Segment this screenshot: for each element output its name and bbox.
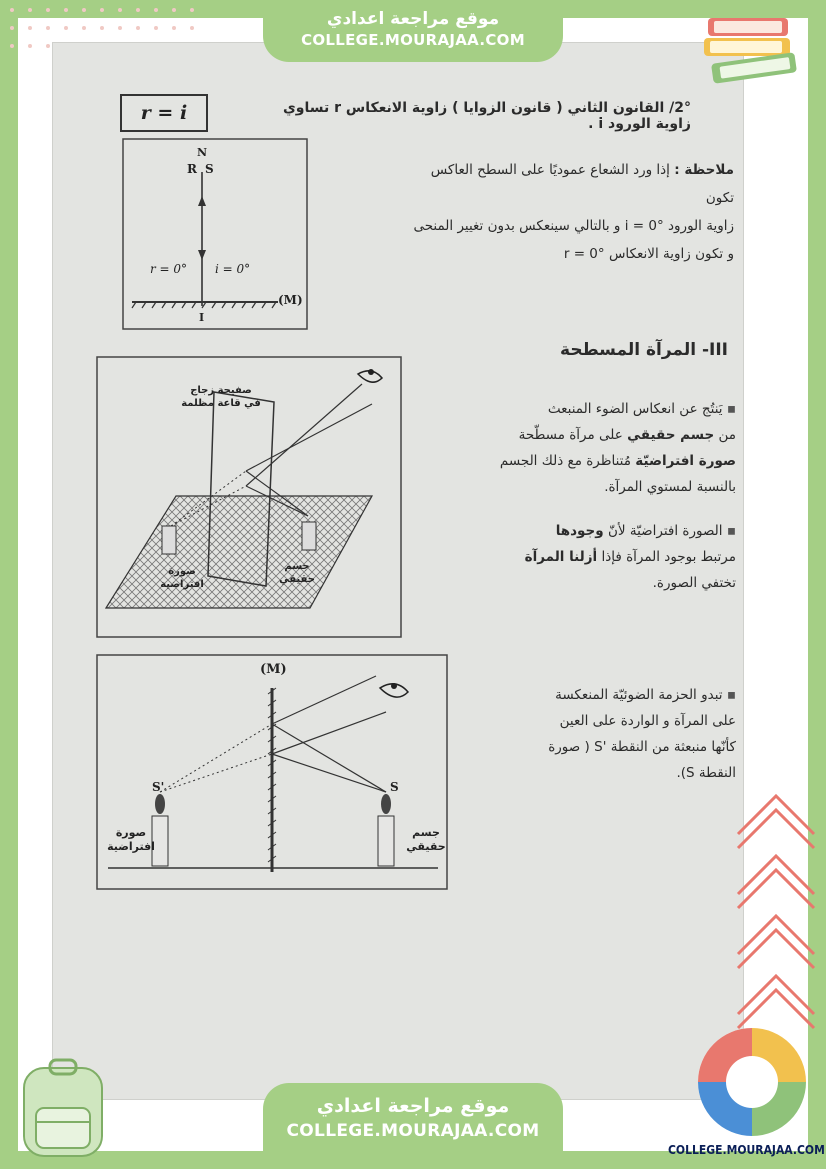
note-line3: و تكون زاوية الانعكاس r = 0°	[563, 246, 734, 262]
figure-mirror-point	[96, 654, 448, 890]
label-M: (M)	[278, 293, 303, 307]
law2-heading: 2°/ القانون الثاني ( قانون الزوايا ) زاوية الانعكاس r تساوي زاوية الورود i .	[282, 100, 691, 132]
label-I: I	[199, 311, 205, 324]
p3-line2: على المرآة و الواردة على العين	[559, 713, 736, 729]
fig3-object-1: جسم	[412, 826, 440, 839]
fig3-object-label	[406, 826, 446, 854]
p1-line3b: مُتناظرة مع ذلك الجسم	[499, 453, 631, 469]
logo-caption[interactable]: COLLEGE.MOURAJAA.COM	[668, 1143, 825, 1157]
arrow-down-icon	[198, 250, 206, 260]
arrow-up-icon	[198, 196, 206, 206]
p1-line3a: صورة افتراضيّة	[635, 453, 736, 469]
p1-line1: يَنتُج عن انعكاس الضوء المنبعث	[547, 401, 723, 417]
virtual-candle	[162, 526, 176, 554]
paragraph-beam: ▪ تبدو الحزمة الضوئيّة المنعكسة على المرآة و الواردة على العين كأنّها منبعثة من النقطة 'S ( صورة النقطة S).	[461, 682, 736, 786]
fig3-S-prime: S'	[152, 780, 165, 794]
fig2-glass-label	[176, 384, 266, 410]
fig3-image-label	[106, 826, 156, 854]
p3-line4: النقطة S).	[676, 765, 736, 781]
paragraph-real-object: ▪ يَنتُج عن انعكاس الضوء المنبعث من جسم حقيقي على مرآة مسطّحة صورة افتراضيّة مُتناظرة مع ذلك الجسم بالنسبة لمستوي المرآة.	[461, 396, 736, 500]
fig3-image-1: صورة	[115, 826, 147, 839]
fig3-S: S	[390, 780, 399, 794]
table-plane	[106, 496, 372, 608]
paragraph-virtual-image: ▪ الصورة افتراضيّة لأنّ وجودها مرتبط بوجود المرآة فإذا أزلنا المرآة تختفي الصورة.	[461, 518, 736, 596]
room-text: في قاعة مظلمة	[181, 398, 261, 409]
p1-line2c: على مرآة مسطّحة	[518, 427, 623, 443]
label-r0: r = 0°	[150, 262, 188, 276]
note-line2: زاوية الورود i = 0° و بالتالي سينعكس بدون تغيير المنحى	[413, 218, 734, 234]
banner-url[interactable]: COLLEGE.MOURAJAA.COM	[301, 31, 525, 49]
fig3-object-2: حقيقي	[406, 840, 446, 853]
p2-line2a: مرتبط بوجود المرآة فإذا	[601, 549, 736, 565]
books-icon	[700, 12, 804, 90]
note-block	[404, 156, 734, 268]
label-R: R	[187, 162, 197, 176]
banner-bottom-url[interactable]: COLLEGE.MOURAJAA.COM	[286, 1121, 540, 1141]
site-logo	[694, 1024, 816, 1142]
site-banner-top[interactable]	[263, 0, 563, 62]
fig3-image-2: افتراضية	[107, 840, 155, 853]
real-candle	[302, 522, 316, 550]
note-label: ملاحظة :	[674, 162, 734, 178]
p3-line1: تبدو الحزمة الضوئيّة المنعكسة	[555, 687, 723, 703]
backpack-icon	[14, 1058, 112, 1162]
banner-arabic: موقع مراجعة اعدادي	[326, 9, 500, 29]
virtual-flame	[155, 794, 165, 814]
label-N: N	[197, 146, 208, 159]
label-S: S	[205, 162, 214, 176]
p1-line4: بالنسبة لمستوي المرآة.	[604, 479, 736, 495]
p2-line1b: وجودها	[555, 523, 604, 539]
label-i0: i = 0°	[215, 262, 251, 276]
fig2-object-label: جسم حقيقي	[279, 561, 315, 585]
chevrons-decoration	[732, 790, 822, 1040]
p1-line2a: من	[718, 427, 736, 443]
real-flame	[381, 794, 391, 814]
note-line1: إذا ورد الشعاع عموديًا على السطح العاكس تكون	[430, 162, 734, 206]
fig3-M: (M)	[260, 662, 287, 677]
p2-line3: تختفي الصورة.	[652, 575, 736, 591]
p3-line3: كأنّها منبعثة من النقطة 'S ( صورة	[548, 739, 736, 755]
p1-line2b: جسم حقيقي	[627, 427, 715, 443]
site-banner-bottom[interactable]	[263, 1083, 563, 1169]
fig2-image-label: صورة افتراضية	[160, 566, 204, 590]
glass-text: صفيحة زجاج	[190, 385, 252, 396]
banner-bottom-arabic: موقع مراجعة اعدادي	[316, 1095, 510, 1117]
p2-line2b: أزلنا المرآة	[524, 549, 598, 565]
formula-box: r = i	[120, 94, 208, 132]
section-heading: III- المرآة المسطحة	[560, 340, 728, 360]
p2-line1a: الصورة افتراضيّة لأنّ	[607, 523, 723, 539]
real-candle-body	[378, 816, 394, 866]
